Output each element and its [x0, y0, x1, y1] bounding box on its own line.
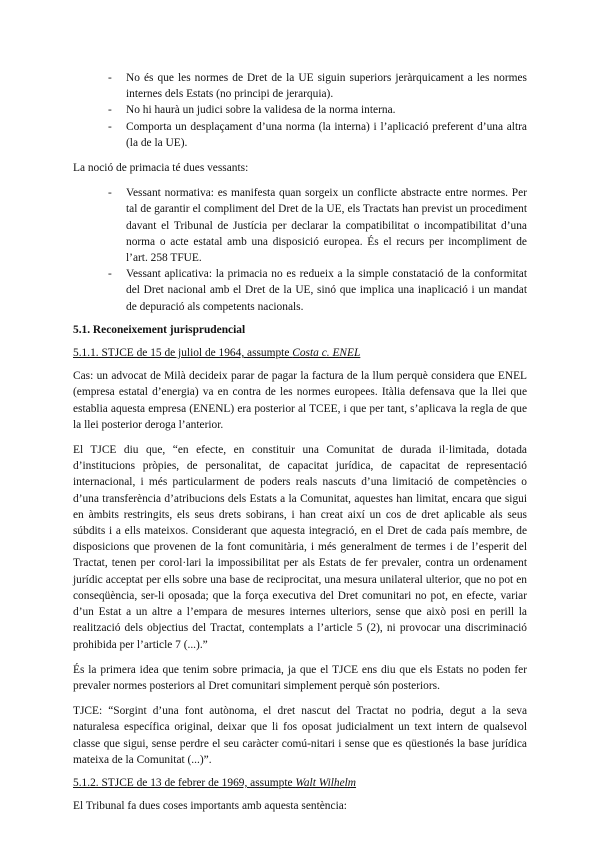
- tjce-quote-paragraph: El TJCE diu que, “en efecte, en constituir una Comunitat de durada il·limitada, dotada d’institucions pròpies, de personalitat, de capacitat jurídica, de capacitat de representació internacional, i més particularment de poders reals nascuts d’una limitació de competències o d’una transferència d’atribucions dels Estats a la Comunitat, aquestes han limitat, encara que sigui en àmbits restringits, els seus drets sobirans, i han creat així un cos de dret aplicable als seus súbdits i a ells mateixos. Considerant que aquesta integració, en el Dret de cada país membre, de disposicions que provenen de la font comunitària, i més generalment de termes i de l’esperit del Tractat, tenen per corol·lari la impossibilitat per als Estats de fer prevaler, contra un ordenament jurídic acceptat per ells sobre una base de reciprocitat, una mesura unilateral ulterior, que no pot en conseqüència, ser-li oposada; que la força executiva del Dret comunitari no pot, en efecte, variar d’un Estat a un altre a l’empara de mesures internes ulteriors, sense que això posi en perill la realització dels objectius del Tractat, contemplats a l’article 5 (2), ni provocar una discriminació prohibida per l’article 7 (...).”: [73, 444, 527, 651]
- dash-bullet: -: [108, 72, 112, 84]
- list-item-text: Vessant normativa: es manifesta quan sorgeix un conflicte abstracte entre normes. Per tal de garantir el compliment del Dret de la UE, els Tractats han previst un procediment davant el Tribunal de Justícia per declarar la compatibilitat o incompatibilitat d’una norma o acte estatal amb una disposició europea. És el recurs per incompliment de l’art. 258 TFUE.: [126, 187, 527, 265]
- list-item: [73, 185, 527, 266]
- dash-bullet: -: [108, 187, 112, 200]
- subsection-heading-walt-wilhelm: [73, 775, 527, 791]
- first-idea-paragraph: És la primera idea que tenim sobre primacia, ja que el TJCE ens diu que els Estats no poden fer prevaler normes posteriors al Dret comunitari simplement perquè són posteriors.: [73, 663, 527, 692]
- case-name: Costa c. ENEL: [292, 347, 361, 360]
- list-item: [73, 119, 527, 151]
- case-name: Walt Wilhelm: [295, 776, 357, 789]
- tjce-second-paragraph: TJCE: “Sorgint d’una font autònoma, el dret nascut del Tractat no podria, degut a la seva naturalesa específica original, deixar que li fos oposat judicialment un text intern de qualsevol classe que sigui, sense perdre el seu caràcter comú-nitari i sense que es qüestionés la base jurídica mateixa de la Comunitat (...)”.: [73, 705, 527, 766]
- list-item-text: No és que les normes de Dret de la UE siguin superiors jeràrquicament a les normes internes dels Estats (no principi de jerarquia).: [126, 72, 527, 101]
- list-item-text: No hi haurà un judici sobre la validesa de la norma interna.: [126, 104, 396, 117]
- list-item-text: Comporta un desplaçament d’una norma (la interna) i l’aplicació preferent d’una altra (la de la UE).: [126, 120, 527, 149]
- tribunal-paragraph: El Tribunal fa dues coses importants amb aquesta sentència:: [73, 800, 347, 813]
- page-content: [73, 70, 527, 814]
- list-item: [73, 70, 527, 102]
- subsection-prefix: 5.1.1. STJCE de 15 de juliol de 1964, assumpte: [73, 347, 293, 360]
- list-item: [73, 102, 527, 118]
- vessants-intro: La noció de primacia té dues vessants:: [73, 162, 249, 175]
- list-item: [73, 266, 527, 315]
- vessants-list: [73, 185, 527, 315]
- dash-bullet: -: [108, 104, 112, 117]
- section-heading: 5.1. Reconeixement jurisprudencial: [73, 323, 246, 336]
- cas-paragraph: Cas: un advocat de Milà decideix parar de pagar la factura de la llum perquè considera que ENEL (empresa estatal d’energia) va en contra de les normes europees. Itàlia defensava que la llei que establia aquesta empresa (ENENL) era posterior al TCEE, i que per tant, s’aplicava la regla de que la llei posterior deroga l’anterior.: [73, 370, 527, 431]
- dash-bullet: -: [108, 120, 112, 133]
- subsection-heading-costa-enel: [73, 345, 527, 361]
- dash-bullet: -: [108, 268, 112, 281]
- subsection-prefix: 5.1.2. STJCE de 13 de febrer de 1969, assumpte: [73, 776, 296, 789]
- primacy-characteristics-list: [73, 70, 527, 151]
- list-item-text: Vessant aplicativa: la primacia no es redueix a la simple constatació de la conformitat del Dret nacional amb el Dret de la UE, sinó que implica una inaplicació i un mandat de depuració als competents nacionals.: [126, 268, 527, 313]
